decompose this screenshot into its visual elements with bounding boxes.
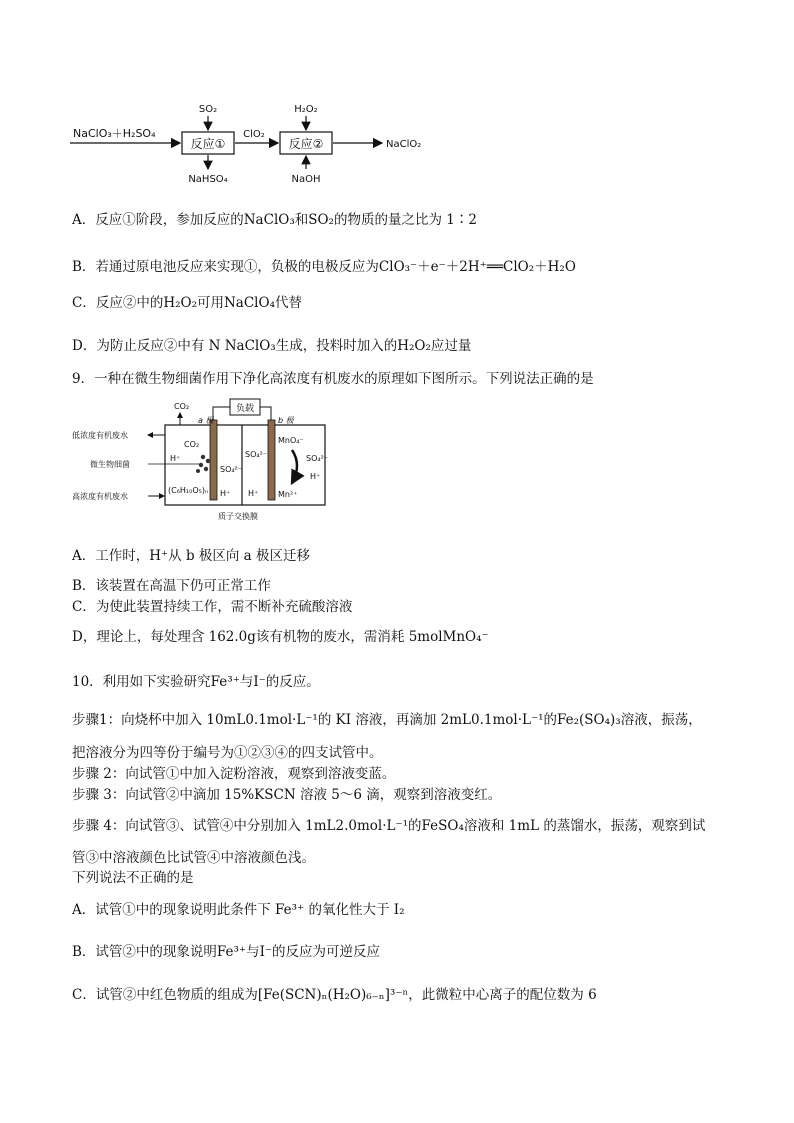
q8-option-b: B．若通过原电池反应来实现①，负极的电极反应为ClO₃⁻＋e⁻＋2H⁺══ClO₂＋H₂O — [72, 259, 576, 275]
q10-step1-line1: 步骤1：向烧杯中加入 10mL0.1mol·L⁻¹的 KI 溶液，再滴加 2mL0.1mol·L⁻¹的Fe₂(SO₄)₃溶液，振荡， — [72, 712, 702, 728]
q9-option-c: C．为使此装置持续工作，需不断补充硫酸溶液 — [72, 599, 353, 615]
flow-input: NaClO₃＋H₂SO₄ — [73, 127, 156, 140]
q8-option-d: D．为防止反应②中有 N NaClO₃生成，投料时加入的H₂O₂应过量 — [72, 338, 472, 354]
h-mid-label: H⁺ — [248, 489, 259, 498]
q8-option-c: C．反应②中的H₂O₂可用NaClO₄代替 — [72, 295, 302, 311]
q8-option-a: A．反应①阶段，参加反应的NaClO₃和SO₂的物质的量之比为 1∶2 — [72, 212, 477, 228]
flow-output: NaClO₂ — [386, 139, 422, 150]
q10-option-b: B．试管②中的现象说明Fe³⁺与I⁻的反应为可逆反应 — [72, 944, 381, 960]
h-a-label: H⁺ — [220, 489, 231, 498]
q10-option-a: A．试管①中的现象说明此条件下 Fe³⁺ 的氧化性大于 I₂ — [72, 902, 405, 918]
reaction-2-label: 反应② — [288, 137, 324, 151]
cell-diagram-svg — [70, 395, 350, 525]
b-pole-label: b 极 — [278, 416, 294, 425]
q10-step2: 步骤 2：向试管①中加入淀粉溶液，观察到溶液变蓝。 — [72, 766, 396, 782]
h-right-label: H⁺ — [310, 472, 321, 481]
flow-nahso4: NaHSO₄ — [188, 174, 228, 185]
h-left-label: H⁺ — [170, 454, 181, 463]
cell-diagram — [70, 395, 350, 525]
so4-a-label: SO₄²⁻ — [220, 465, 243, 474]
q10-option-c: C．试管②中红色物质的组成为[Fe(SCN)ₙ(H₂O)₆₋ₙ]³⁻ⁿ，此微粒中心离子的配位数为 6 — [72, 987, 597, 1003]
so4-mid-label: SO₄²⁻ — [245, 450, 268, 459]
q10-step1-line2: 把溶液分为四等份于编号为①②③④的四支试管中。 — [72, 745, 383, 761]
co2-inner-label: CO₂ — [184, 440, 200, 449]
so4-right-label: SO₄²⁻ — [306, 454, 329, 463]
q10-step3: 步骤 3：向试管②中滴加 15%KSCN 溶液 5～6 滴，观察到溶液变红。 — [72, 787, 502, 803]
q10-stem: 10．利用如下实验研究Fe³⁺与I⁻的反应。 — [72, 674, 320, 690]
mno4-label: MnO₄⁻ — [278, 436, 304, 445]
high-water-label: 高浓度有机废水 — [72, 492, 128, 501]
membrane-label: 质子交换膜 — [218, 512, 258, 521]
a-pole-label: a 极 — [198, 416, 214, 425]
electrode-a — [210, 420, 217, 500]
flow-diagram — [60, 100, 480, 192]
flow-diagram-svg — [60, 100, 480, 192]
q9-option-b: B．该装置在高温下仍可正常工作 — [72, 578, 271, 594]
q9-option-d: D，理论上，每处理含 162.0g该有机物的废水，需消耗 5molMnO₄⁻ — [72, 629, 489, 645]
low-water-label: 低浓度有机废水 — [72, 431, 128, 440]
electrode-b — [268, 420, 275, 500]
flow-clo2: ClO₂ — [243, 129, 265, 140]
co2-top-label: CO₂ — [174, 402, 190, 411]
mn2-label: Mn²⁺ — [278, 490, 298, 499]
q9-option-a: A．工作时，H⁺从 b 极区向 a 极区迁移 — [72, 548, 311, 564]
q10-step4-line2: 管③中溶液颜色比试管④中溶液颜色浅。 — [72, 850, 315, 866]
flow-h2o2: H₂O₂ — [294, 104, 318, 115]
flow-so2: SO₂ — [198, 104, 218, 115]
load-label: 负载 — [235, 404, 255, 414]
reaction-1-label: 反应① — [190, 137, 226, 151]
flow-naoh: NaOH — [291, 174, 321, 185]
wire-left — [213, 407, 230, 420]
q10-step4-line1: 步骤 4：向试管③、试管④中分别加入 1mL2.0mol·L⁻¹的FeSO₄溶液和 1mL 的蒸馏水，振荡，观察到试 — [72, 818, 706, 834]
wire-right — [260, 407, 271, 420]
q9-stem: 9．一种在微生物细菌作用下净化高浓度有机废水的原理如下图所示。下列说法正确的是 — [72, 371, 594, 387]
organic-label: (C₆H₁₀O₅)ₙ — [168, 486, 209, 495]
microbe-label: 微生物细菌 — [90, 460, 130, 469]
q10-prompt: 下列说法不正确的是 — [72, 870, 194, 886]
